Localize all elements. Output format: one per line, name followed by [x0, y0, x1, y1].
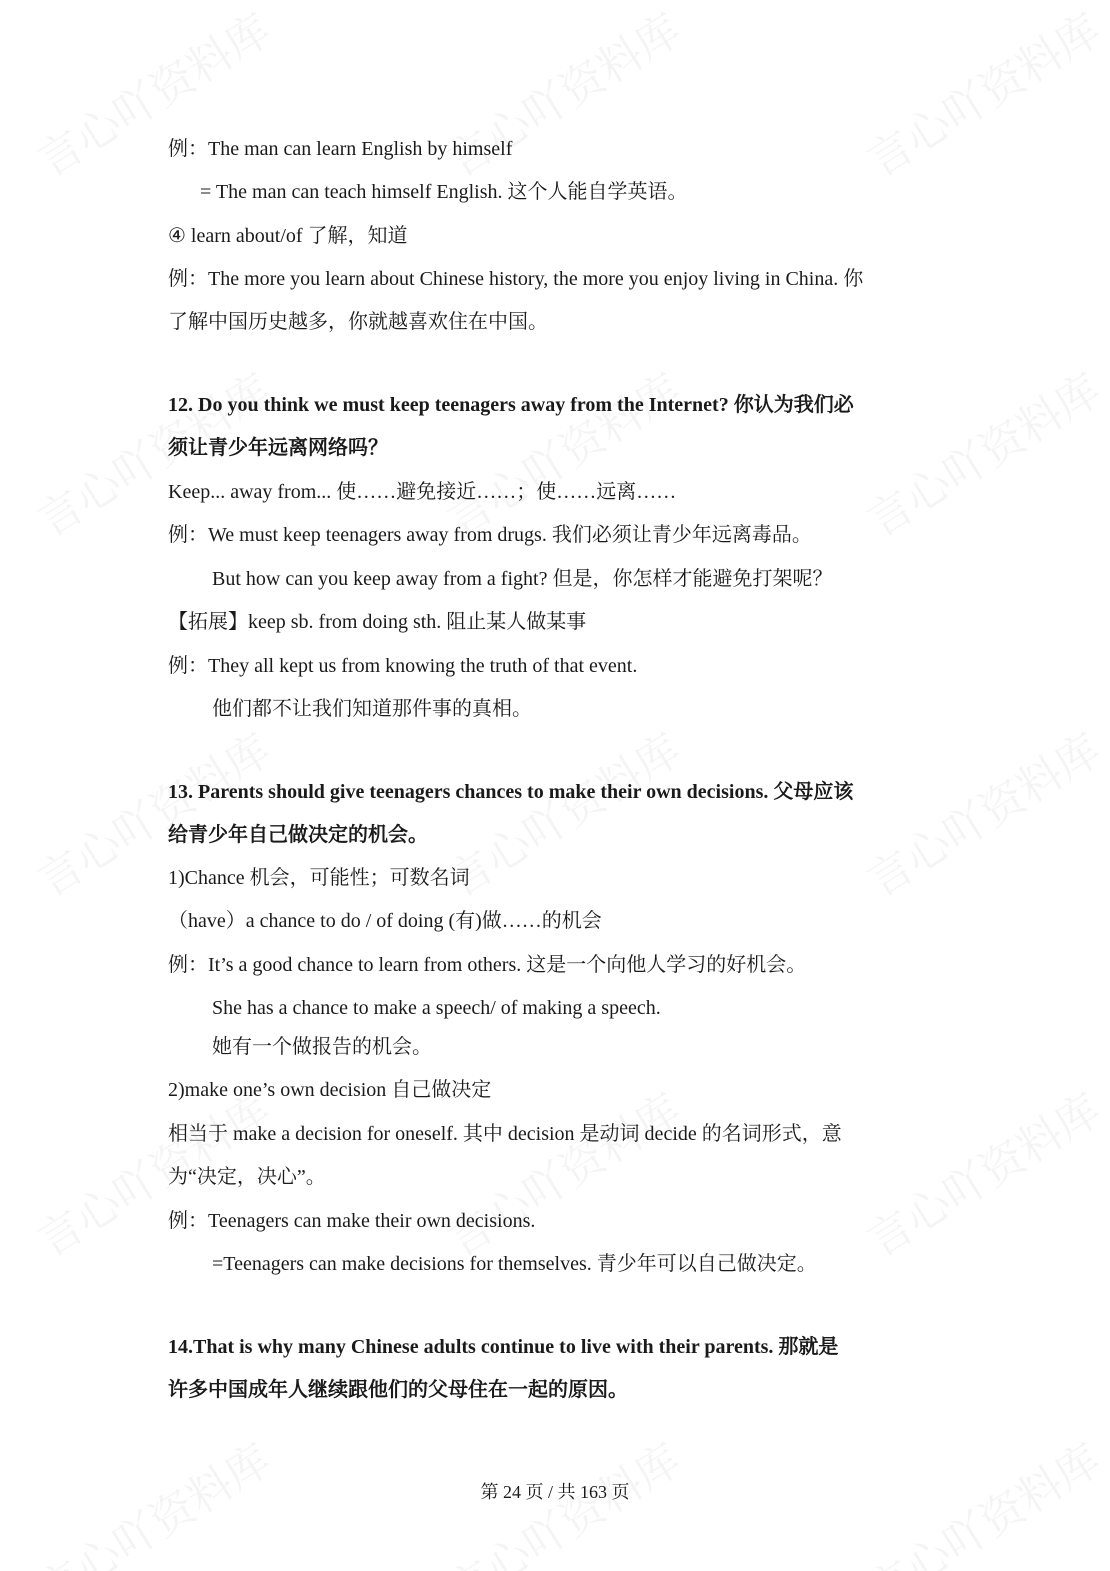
- sub-point: ④ learn about/of 了解，知道: [168, 225, 408, 247]
- example-line: = The man can teach himself English. 这个人能自学英语。: [200, 181, 688, 203]
- watermark: [433, 715, 691, 909]
- example-line: 例：It’s a good chance to learn from others. 这是一个向他人学习的好机会。: [168, 954, 807, 976]
- example-line: 例：We must keep teenagers away from drugs. 我们必须让青少年远离毒品。: [168, 524, 812, 546]
- example-line: =Teenagers can make decisions for themselves. 青少年可以自己做决定。: [212, 1253, 817, 1275]
- extension-line: 【拓展】keep sb. from doing sth. 阻止某人做某事: [168, 611, 587, 633]
- example-line: 例：They all kept us from knowing the truth of that event.: [168, 655, 638, 677]
- watermark: [853, 1075, 1110, 1269]
- phrase-line: （have）a chance to do / of doing (有)做……的机会: [168, 910, 602, 932]
- example-line: 例：The more you learn about Chinese history, the more you enjoy living in China. 你: [168, 268, 864, 290]
- watermark: [853, 355, 1110, 549]
- example-line: She has a chance to make a speech/ of making a speech.: [212, 997, 661, 1019]
- example-line: 例：The man can learn English by himself: [168, 138, 513, 160]
- section-heading-12-cont: 须让青少年远离网络吗？: [168, 437, 388, 459]
- explanation-line: 为“决定，决心”。: [168, 1166, 326, 1188]
- explanation-line: 相当于 make a decision for oneself. 其中 decision 是动词 decide 的名词形式，意: [168, 1123, 842, 1145]
- phrase-line: Keep... away from... 使……避免接近……；使……远离……: [168, 481, 677, 503]
- section-heading-14: 14.That is why many Chinese adults continue to live with their parents. 那就是: [168, 1336, 839, 1358]
- section-heading-13: 13. Parents should give teenagers chances to make their own decisions. 父母应该: [168, 781, 854, 803]
- example-line: 了解中国历史越多，你就越喜欢住在中国。: [168, 311, 548, 333]
- watermark: [433, 355, 691, 549]
- watermark: [853, 0, 1110, 189]
- sub-point: 2)make one’s own decision 自己做决定: [168, 1079, 492, 1101]
- section-heading-14-cont: 许多中国成年人继续跟他们的父母住在一起的原因。: [168, 1379, 628, 1401]
- example-line: 例：Teenagers can make their own decisions.: [168, 1210, 536, 1232]
- page-footer: 第 24 页 / 共 163 页: [480, 1482, 630, 1502]
- example-line: 她有一个做报告的机会。: [212, 1036, 432, 1058]
- example-line: But how can you keep away from a fight? 但是，你怎样才能避免打架呢？: [212, 568, 833, 590]
- example-line: 他们都不让我们知道那件事的真相。: [212, 698, 532, 720]
- section-heading-13-cont: 给青少年自己做决定的机会。: [168, 824, 428, 846]
- section-heading-12: 12. Do you think we must keep teenagers away from the Internet? 你认为我们必: [168, 394, 854, 416]
- watermark: [853, 715, 1110, 909]
- watermark: [433, 1075, 691, 1269]
- sub-point: 1)Chance 机会，可能性；可数名词: [168, 867, 470, 889]
